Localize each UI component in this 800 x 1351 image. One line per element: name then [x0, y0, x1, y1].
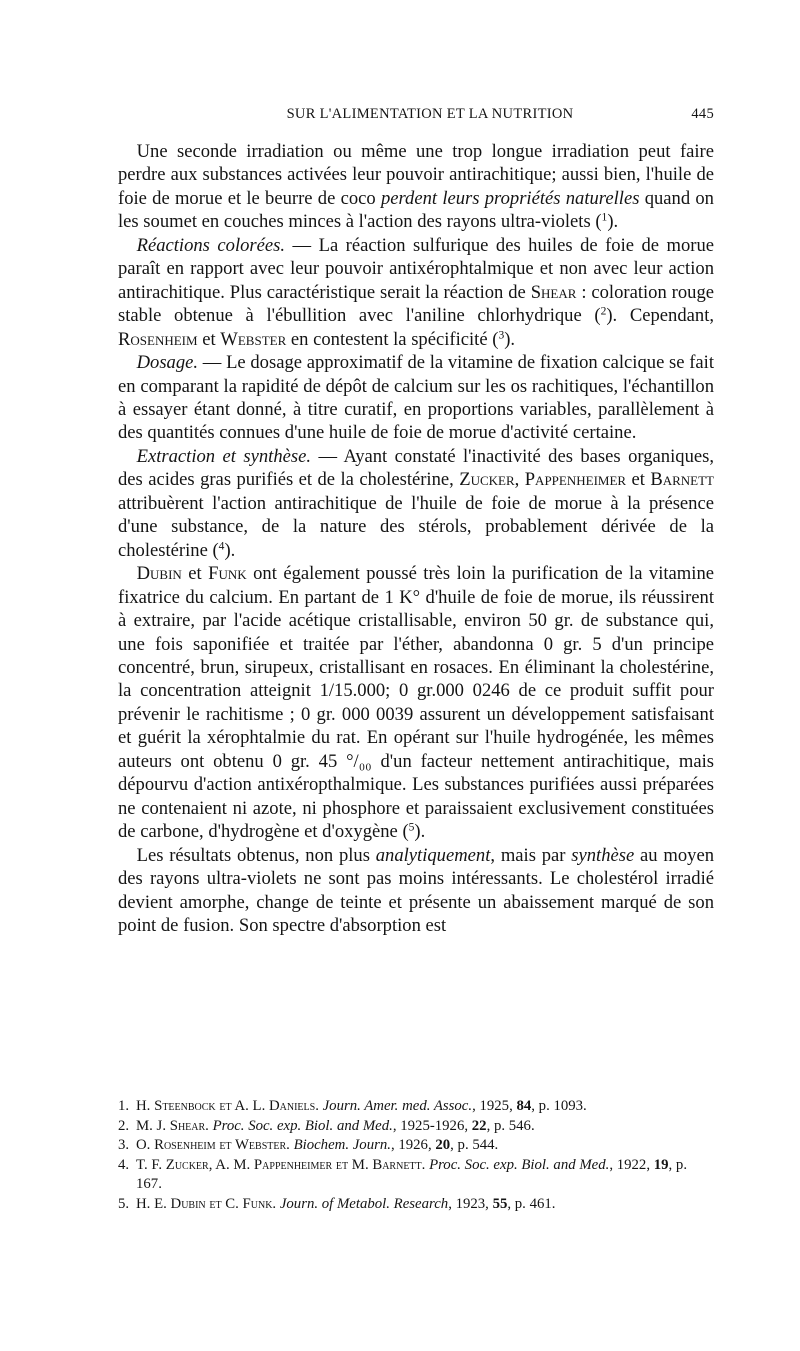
footnote-year: , 1925-1926,: [392, 1117, 472, 1134]
footnote-year: , 1922,: [609, 1156, 654, 1173]
footnote-authors: H. Steenbock et A. L. Daniels.: [136, 1098, 319, 1114]
footnote-ref: 1: [601, 212, 608, 225]
footnote-ref: 4: [218, 540, 225, 553]
text-run: ).: [607, 211, 619, 233]
footnote-journal: Journ. Amer. med. Assoc.: [322, 1098, 473, 1114]
footnote-number: 1.: [118, 1098, 130, 1114]
emphasis: perdent leurs propriétés naturelles: [380, 187, 640, 209]
paragraph-4: [118, 445, 714, 562]
text-run: ).: [414, 821, 426, 843]
footnote-journal: Proc. Soc. exp. Biol. and Med.: [212, 1117, 393, 1134]
footnote-volume: 22: [471, 1117, 487, 1134]
section-heading: Extraction et synthèse.: [136, 445, 312, 467]
text-run: ). Cependant,: [606, 305, 715, 327]
section-heading: Dosage.: [136, 352, 199, 374]
text-run: Une seconde irradiation ou même une trop longue irradiation peut faire perdre aux substances activées leur pouvoir antirachitique; aussi bien, l'huile de foie de morue et le beurre de coco: [118, 141, 714, 209]
footnote-authors: H. E. Dubin et C. Funk.: [136, 1195, 277, 1212]
footnote: [118, 1156, 714, 1195]
running-head: [118, 106, 714, 128]
paragraph-5: [118, 562, 714, 843]
footnote-page: , p. 461.: [507, 1195, 556, 1212]
footnote: [118, 1136, 714, 1156]
author-name: Funk: [208, 563, 247, 585]
text-run: et: [181, 563, 209, 585]
text-run: — La réaction sulfurique des huiles de foie de morue paraît en rapport avec leur pouvoir antixérophtalmique et non avec leur action antirachitique. Plus caractéristique serait la réaction de: [118, 234, 715, 303]
footnote-authors: T. F. Zucker, A. M. Pappenheimer et M. Barnett.: [136, 1156, 426, 1173]
page-number: 445: [691, 106, 714, 122]
footnote-page: , p. 544.: [450, 1137, 499, 1154]
text-run: ont également poussé très loin la purification de la vitamine fixatrice du calcium. En partant de 1 K° d'huile de foie de morue, ils réussirent à extraire, par l'acide acétique cristallisable, environ 50 gr. de substance qui, une fois saponifiée et traitée par l'éther, abandonna 0 gr. 5 d'un principe concentré, brun, sirupeux, cristallisant en rosaces. En éliminant la cholestérine, la concentration atteignit 1/15.000; 0 gr.000 0246 de ce produit suffit pour prévenir le rachitisme ; 0 gr. 000 0039 assurent un développement satisfaisant et guérit la xérophtalmie du rat. En opérant sur l'huile hydrogénée, les mêmes auteurs ont obtenu 0 gr. 45: [118, 563, 714, 772]
paragraph-6: [118, 844, 714, 938]
author-name: Rosenheim: [118, 328, 198, 350]
permille-sign: °/₀₀: [346, 750, 372, 772]
text-run: en contestent la spécificité (: [286, 328, 499, 350]
footnote-authors: O. Rosenheim et Webster.: [136, 1137, 290, 1154]
footnote-authors: M. J. Shear.: [136, 1117, 209, 1134]
footnote-page: , p. 1093.: [531, 1098, 587, 1114]
footnote-ref: 5: [408, 821, 415, 834]
footnote: [118, 1097, 714, 1117]
paragraph-1: [118, 140, 714, 234]
text-run: ).: [504, 328, 516, 350]
footnote-volume: 20: [435, 1137, 451, 1154]
author-name: Barnett: [650, 469, 715, 491]
footnote-journal: Journ. of Metabol. Research: [279, 1195, 449, 1212]
text-run: attribuèrent l'action antirachitique de l'huile de foie de morue à la présence d'une substance, de la nature des stérols, probablement dérivée de la cholestérine (: [118, 492, 714, 561]
running-title: SUR L'ALIMENTATION ET LA NUTRITION: [286, 106, 574, 122]
text-run: : coloration rouge stable obtenue à l'ébullition avec l'aniline chlorhydrique (: [118, 281, 714, 327]
emphasis: synthèse: [571, 844, 635, 866]
footnote-number: 5.: [118, 1195, 130, 1212]
footnote-number: 4.: [118, 1156, 130, 1173]
paragraph-2: [118, 234, 714, 351]
emphasis: analytiquement: [375, 844, 491, 866]
author-name: Zucker: [459, 469, 515, 491]
footnote-journal: Proc. Soc. exp. Biol. and Med.: [429, 1156, 610, 1173]
text-run: ).: [224, 539, 236, 561]
footnote-volume: 19: [653, 1156, 669, 1173]
footnote: [118, 1195, 714, 1215]
text-run: Les résultats obtenus, non plus: [136, 844, 376, 866]
author-name: Shear: [530, 281, 577, 303]
text-run: d'un facteur nettement antirachitique, mais dépourvu d'action antixéropthalmique. Les substances purifiées aussi préparées ne contenaient ni azote, ni phosphore et paraissaient exclusivement constituées de carbone, d'hydrogène et d'oxygène (: [118, 750, 715, 843]
footnote-volume: 55: [492, 1195, 508, 1212]
text-run: et: [626, 469, 651, 491]
text-run: , mais par: [490, 844, 572, 866]
footnote-number: 3.: [118, 1137, 130, 1154]
footnote-page: , p. 167.: [136, 1156, 688, 1193]
footnote: [118, 1117, 714, 1137]
author-name: Dubin: [136, 563, 182, 585]
footnotes: [118, 1097, 714, 1215]
body-text: [118, 140, 714, 937]
footnote-ref: 2: [600, 305, 607, 318]
footnote-volume: 84: [516, 1098, 532, 1114]
footnote-number: 2.: [118, 1117, 130, 1134]
footnote-year: , 1926,: [390, 1137, 436, 1154]
footnote-page: , p. 546.: [486, 1117, 535, 1134]
author-name: Webster: [220, 328, 287, 350]
footnote-year: , 1923,: [448, 1195, 493, 1212]
footnote-ref: 3: [498, 329, 505, 342]
footnote-journal: Biochem. Journ.: [293, 1137, 391, 1154]
text-run: ,: [514, 469, 525, 491]
paragraph-3: [118, 351, 714, 445]
text-run: au moyen des rayons ultra-violets ne sont pas moins intéressants. Le cholestérol irradié devient amorphe, change de teinte et présente un abaissement marqué de son point de fusion. Son spectre d'absorption est: [118, 844, 715, 936]
text-run: quand on les soumet en couches minces à l'action des rayons ultra-violets (: [118, 187, 714, 233]
text-run: et: [197, 328, 221, 350]
author-name: Pappenheimer: [524, 469, 627, 491]
footnote-year: , 1925,: [472, 1098, 517, 1114]
section-heading: Réactions colorées.: [136, 234, 286, 256]
text-run: — Ayant constaté l'inactivité des bases organiques, des acides gras purifiés et de la cholestérine,: [118, 445, 714, 491]
text-run: — Le dosage approximatif de la vitamine de fixation calcique se fait en comparant la rapidité de dépôt de calcium sur les os rachitiques, l'échantillon à essayer étant donné, à titre curatif, en proportions variables, parallèlement à des quantités connues d'une huile de foie de morue d'activité certaine.: [118, 352, 714, 444]
